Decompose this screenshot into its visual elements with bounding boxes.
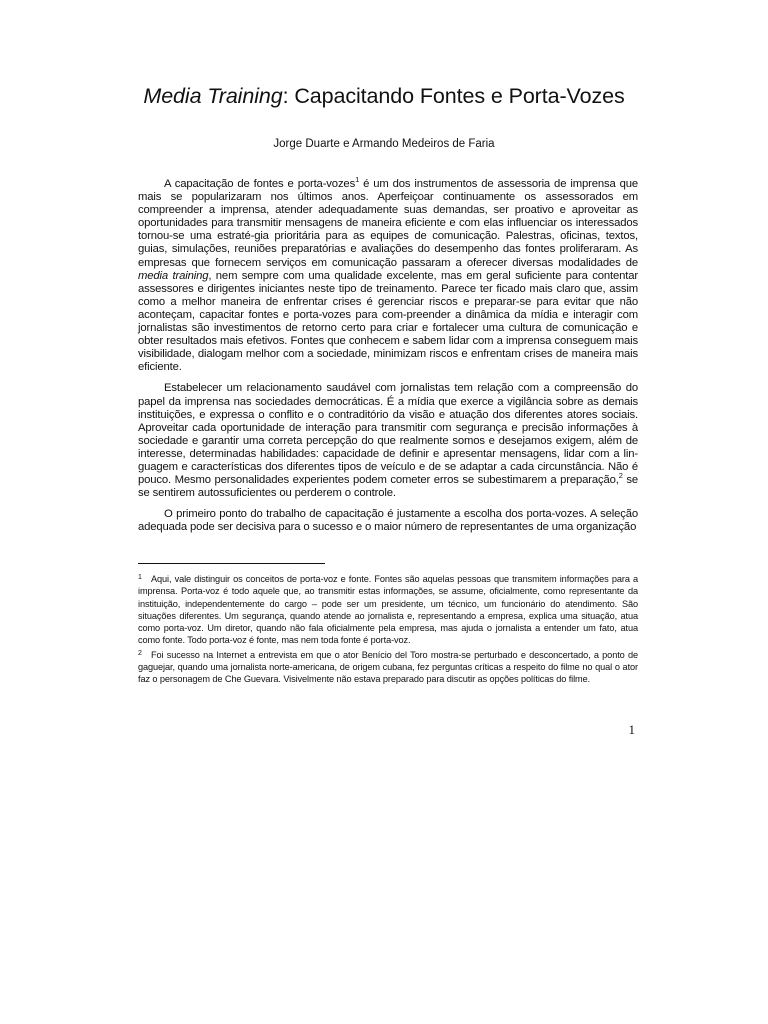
footnote [138,573,638,647]
footnote-mark: 1 [138,574,142,581]
body-paragraph [138,175,638,374]
text-run: A capacitação de fontes e porta-vozes [164,178,356,190]
footnote-text: Aqui, vale distinguir os conceitos de porta-voz e fonte. Fontes são aquelas pessoas que transmitem informações para a imprensa. Porta-voz é todo aquele que, ao transmitir estas informações, se assume, oficialmente, como representante da instituição, independentemente do cargo – pode ser um presidente, um técnico, um funcionário do atendimento. São situações diferentes. Um segurança, quando atende ao jornalista e, representando a empresa, explica uma situação, atua como porta-voz. Um diretor, quando não fala oficialmente pela empresa, mas ajuda o jornalista a entender um fato, atua como fonte. Todo porta-voz é fonte, mas nem toda fonte é porta-voz. [138,574,638,646]
text-run: O primeiro ponto do trabalho de capacitação é justamente a escolha dos porta-vozes. A seleção adequada pode ser decisiva para o sucesso e o maior número de representantes de uma organização [138,508,638,534]
italic-term: media training [138,269,209,282]
body-paragraph [138,382,638,500]
footnote-mark: 2 [138,649,142,657]
footnote-ref: 2 [618,471,623,481]
text-run: Estabelecer um relacionamento saudável com jornalistas tem relação com a compreensão do papel da imprensa nas sociedades democráticas. É a mídia que exerce a vigilância sobre as demais instituições, e expressa o conflito e o contraditório da visão e atuação dos diferentes atores sociais. Aproveitar cada oportunidade de interação para transmitir com segurança e precisão informações à sociedade e garantir uma correta percepção do que realmente somos e desejamos exigem, além de interesse, determinadas habilidades: capacidade de definir e apresentar mensagens, lidar com a lin-guagem e características dos diferentes tipos de veículo e de se adaptar a cada circunstância. Não é pouco. Mesmo personalidades experientes podem cometer erros se subestimarem a preparação, [138,382,638,487]
footnotes [138,573,638,688]
text-run: é um dos instrumentos de assessoria de imprensa que mais se popularizaram nos últimos anos. Aperfeiçoar continuamente os assessorados em compreender a imprensa, atender adequadamente suas demandas, ser proativo e aproveitar as oportunidades para transmitir mensagens de maneira eficiente e com elas influenciar os interessados tornou-se uma estraté-gia prioritária para as equipes de comunicação. Palestras, oficinas, textos, guias, simulações, reuniões preparatórias e avaliações do desempenho das fontes proliferaram. As empresas que fornecem serviços em comunicação passaram a oferecer diversas modalidades de [138,178,638,269]
authors-line: Jorge Duarte e Armando Medeiros de Faria [273,138,495,150]
footnote [138,649,638,686]
title-italic: Media Training [143,84,283,108]
title-rest: : Capacitando Fontes e Porta-Vozes [282,84,625,108]
footnote-ref: 1 [355,175,360,185]
text-run: se se sentirem autossuficientes ou perderem o controle. [138,474,638,500]
footnote-text: Foi sucesso na Internet a entrevista em que o ator Benício del Toro mostra-se perturbado e desconcertado, a ponto de gaguejar, quando uma jornalista norte-americana, de origem cubana, fez perguntas críticas a respeito do filme no qual o ator faz o personagem de Che Guevara. Visivelmente não estava preparado para discutir as opções políticas do filme. [138,649,638,685]
text-run: , nem sempre com uma qualidade excelente, mas em geral suficiente para contentar assessores e dirigentes iniciantes neste tipo de treinamento. Parece ter ficado mais claro que, assim como a melhor maneira de enfrentar crises é gerenciar riscos e preparar-se para evitar que não aconteçam, capacitar fontes e porta-vozes para com-preender a dinâmica da mídia e interagir com jornalistas são investimentos de retorno certo para criar e fortalecer uma cultura de comunicação e obter resultados mais efetivos. Fontes que conhecem e sabem lidar com a imprensa conseguem mais visibilidade, dialogam melhor com a sociedade, minimizam riscos e enfrentam crises de maneira mais eficiente. [138,269,638,374]
body-paragraph [138,508,638,534]
document-title [0,83,768,109]
body-text [138,175,638,534]
page-number: 1 [628,722,635,737]
footnote-separator [138,563,325,564]
